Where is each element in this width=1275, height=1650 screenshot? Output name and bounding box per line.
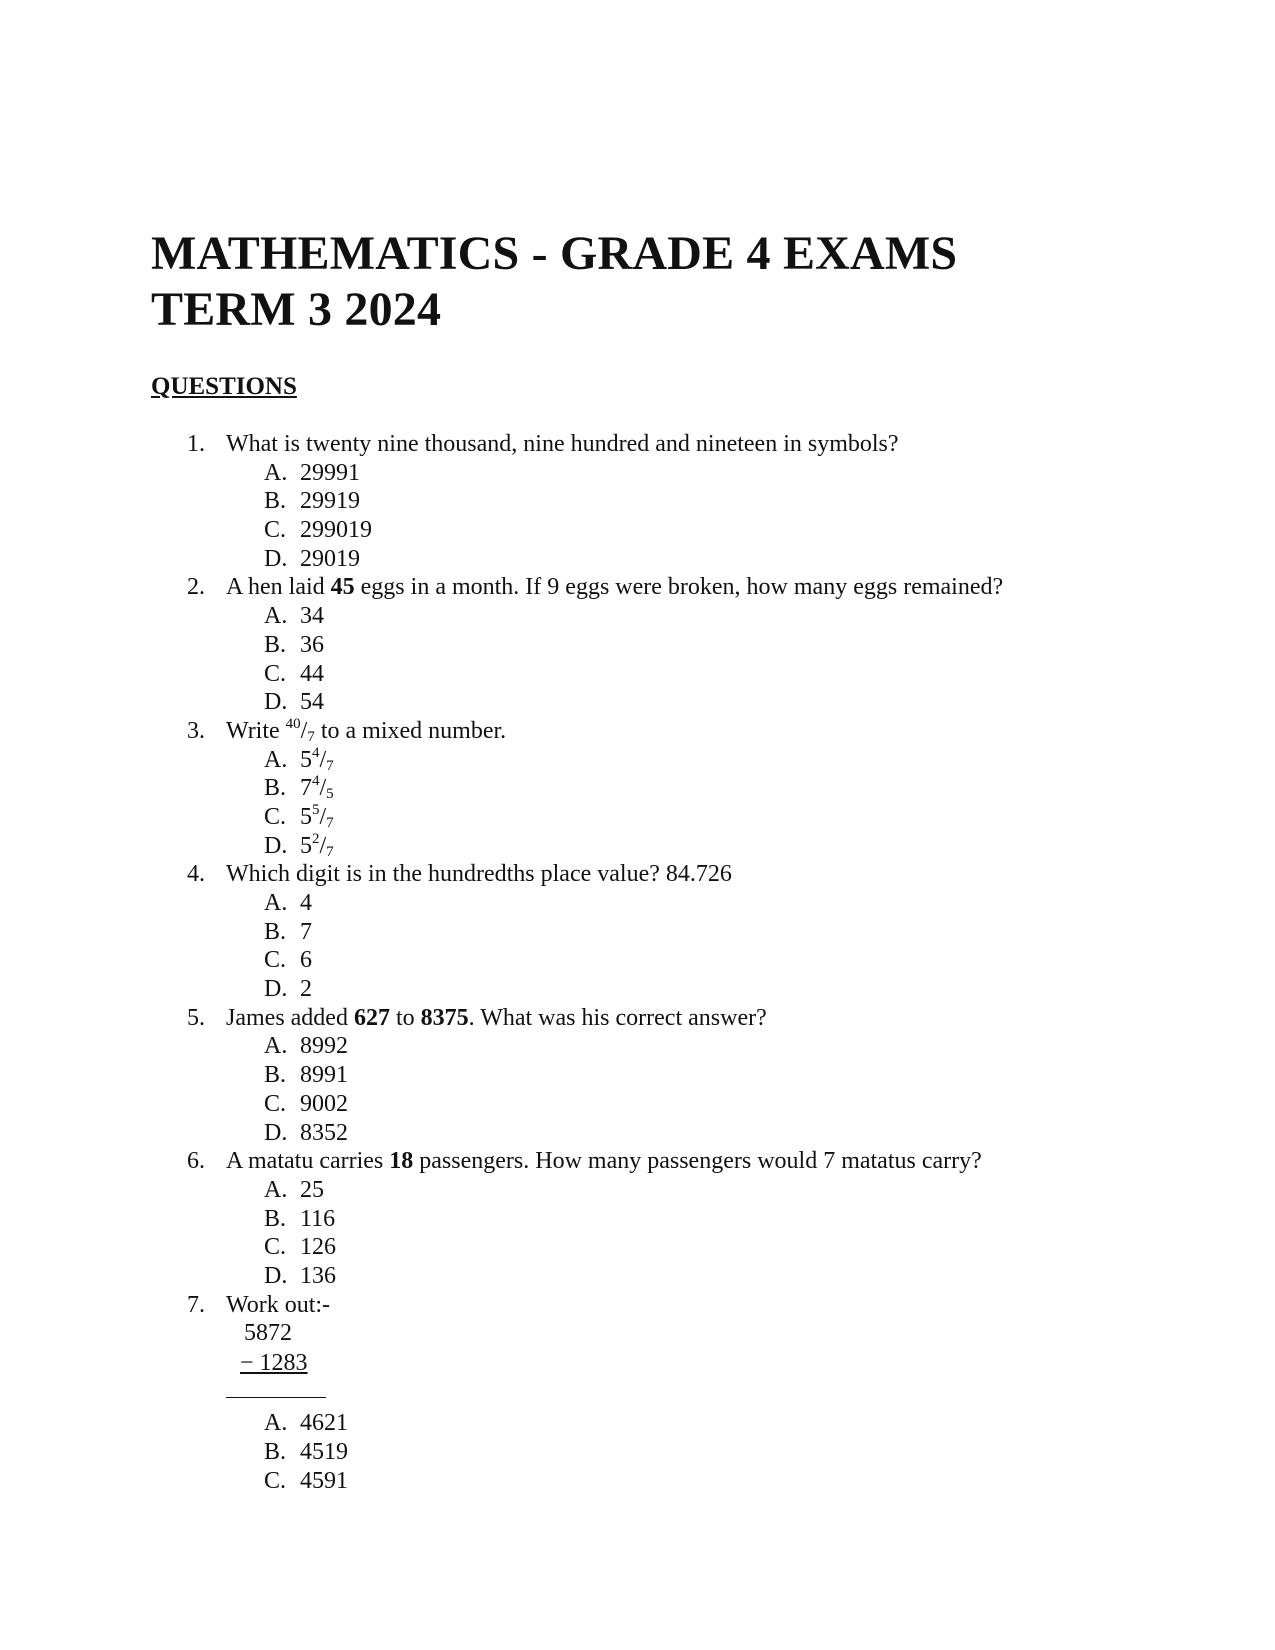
question-number: 1. xyxy=(187,431,205,457)
question-text-part: eggs in a month. If 9 eggs were broken, how many eggs remained? xyxy=(354,574,1004,601)
option-letter: D. xyxy=(264,832,288,859)
option-item xyxy=(0,688,1275,717)
question-3 xyxy=(0,717,1275,746)
section-heading: QUESTIONS xyxy=(151,373,297,400)
question-text xyxy=(226,717,506,746)
option-value: 7 xyxy=(300,918,312,945)
option-letter: C. xyxy=(264,1234,287,1261)
option-letter: B. xyxy=(264,775,287,802)
question-4 xyxy=(0,860,1275,889)
option-item xyxy=(0,832,1275,861)
question-text-part: A matatu carries xyxy=(226,1148,390,1175)
option-value: 9002 xyxy=(300,1090,348,1117)
option-item xyxy=(0,1467,1275,1496)
option-item xyxy=(0,660,1275,689)
question-number: 4. xyxy=(187,861,205,888)
option-value: 4591 xyxy=(300,1467,348,1494)
question-number: 2. xyxy=(187,574,205,601)
question-7 xyxy=(0,1291,1275,1320)
option-value: 4519 xyxy=(300,1439,348,1465)
option-item xyxy=(0,1090,1275,1119)
question-text xyxy=(226,1147,982,1176)
bold-number: 8375 xyxy=(420,1004,469,1031)
fraction-denominator: 7 xyxy=(326,843,334,860)
question-text-part: Write xyxy=(226,717,286,744)
question-text-part: passengers. How many passengers would 7 matatus carry? xyxy=(413,1148,982,1175)
option-item xyxy=(0,1119,1275,1148)
option-letter: C. xyxy=(264,947,287,974)
question-text-part: . What was his correct answer? xyxy=(468,1004,767,1031)
question-2 xyxy=(0,573,1275,602)
question-number: 5. xyxy=(187,1004,205,1031)
option-letter: B. xyxy=(264,918,287,945)
option-letter: C. xyxy=(264,660,287,687)
option-value xyxy=(300,803,334,832)
option-letter: D. xyxy=(264,545,288,572)
title-line-2: TERM 3 2024 xyxy=(151,283,442,336)
option-value: 44 xyxy=(300,660,324,687)
fraction-denominator: 5 xyxy=(326,786,334,803)
option-value: 29991 xyxy=(300,459,360,486)
option-letter: A. xyxy=(264,890,288,916)
option-letter: A. xyxy=(264,1176,288,1203)
option-value: 4621 xyxy=(300,1410,348,1437)
option-letter: C. xyxy=(264,1467,287,1494)
option-letter: B. xyxy=(264,488,287,515)
option-value: 299019 xyxy=(300,517,372,544)
calculation-subtrahend-text: − 1283 xyxy=(240,1350,308,1377)
option-item xyxy=(0,1032,1275,1061)
title-line-1: MATHEMATICS - GRADE 4 EXAMS xyxy=(151,227,958,280)
fraction-slash: / xyxy=(300,717,308,744)
option-item xyxy=(0,1409,1275,1438)
fraction-denominator: 7 xyxy=(307,728,315,745)
option-letter: D. xyxy=(264,1119,288,1146)
calculation-answer-row xyxy=(0,1379,1275,1409)
mixed-whole: 7 xyxy=(300,775,312,802)
question-text-part: to xyxy=(389,1004,421,1031)
fraction-numerator: 2 xyxy=(312,830,320,847)
option-item xyxy=(0,774,1275,803)
calculation-top-row xyxy=(0,1319,1275,1349)
option-item xyxy=(0,889,1275,918)
option-item xyxy=(0,459,1275,488)
calculation-subtrahend xyxy=(240,1349,332,1378)
page-title xyxy=(151,226,957,338)
question-list xyxy=(0,430,1275,1495)
calculation-minuend: 5872 xyxy=(244,1320,292,1347)
option-item xyxy=(0,946,1275,975)
fraction-denominator: 7 xyxy=(326,757,334,774)
fraction-slash: / xyxy=(319,746,327,773)
option-item xyxy=(0,918,1275,947)
option-value xyxy=(300,832,334,861)
question-text: What is twenty nine thousand, nine hundred and nineteen in symbols? xyxy=(226,431,899,457)
fraction-denominator: 7 xyxy=(326,814,334,831)
option-item xyxy=(0,545,1275,574)
option-item xyxy=(0,1233,1275,1262)
option-value: 25 xyxy=(300,1176,324,1203)
option-item xyxy=(0,1176,1275,1205)
option-value: 6 xyxy=(300,947,312,974)
question-text-part: James added xyxy=(226,1004,354,1031)
fraction-numerator: 4 xyxy=(312,773,320,790)
option-item xyxy=(0,803,1275,832)
question-5 xyxy=(0,1004,1275,1033)
option-letter: D. xyxy=(264,976,288,1003)
bold-number: 627 xyxy=(353,1004,390,1031)
fraction-slash: / xyxy=(319,775,327,802)
mixed-whole: 5 xyxy=(300,746,312,773)
option-letter: B. xyxy=(264,1205,287,1232)
fraction-numerator: 5 xyxy=(312,801,320,818)
fraction-slash: / xyxy=(319,832,327,859)
option-value: 116 xyxy=(300,1205,336,1232)
option-item xyxy=(0,1438,1275,1467)
option-value: 8352 xyxy=(300,1119,348,1146)
question-6 xyxy=(0,1147,1275,1176)
option-letter: B. xyxy=(264,1439,287,1465)
question-1 xyxy=(0,430,1275,459)
option-value: 54 xyxy=(300,689,324,716)
option-value: 4 xyxy=(300,890,312,916)
option-value: 8991 xyxy=(300,1062,348,1089)
question-number: 6. xyxy=(187,1148,205,1175)
option-letter: A. xyxy=(264,1033,288,1060)
fraction-slash: / xyxy=(319,803,327,830)
option-letter: C. xyxy=(264,1090,287,1117)
option-item xyxy=(0,1262,1275,1291)
fraction-numerator: 40 xyxy=(285,715,301,732)
option-item xyxy=(0,1061,1275,1090)
question-text xyxy=(226,1004,767,1033)
option-value: 36 xyxy=(300,631,324,658)
option-item xyxy=(0,975,1275,1004)
option-value: 34 xyxy=(300,603,324,630)
option-item xyxy=(0,602,1275,631)
option-value: 2 xyxy=(300,976,312,1003)
bold-number: 45 xyxy=(330,574,355,601)
calculation-subtract-row xyxy=(0,1349,1275,1379)
question-text xyxy=(226,573,1003,602)
option-letter: C. xyxy=(264,803,287,830)
option-item xyxy=(0,516,1275,545)
option-letter: A. xyxy=(264,603,288,630)
mixed-whole: 5 xyxy=(300,803,312,830)
option-item xyxy=(0,1205,1275,1234)
bold-number: 18 xyxy=(389,1148,414,1175)
question-number: 3. xyxy=(187,717,205,744)
option-letter: C. xyxy=(264,517,287,544)
answer-line xyxy=(226,1397,326,1398)
option-letter: B. xyxy=(264,1062,287,1089)
option-value: 126 xyxy=(300,1234,336,1261)
option-item xyxy=(0,487,1275,516)
mixed-whole: 5 xyxy=(300,832,312,859)
option-value xyxy=(300,774,334,803)
option-letter: A. xyxy=(264,1410,288,1437)
question-number: 7. xyxy=(187,1291,205,1318)
option-letter: B. xyxy=(264,631,287,658)
option-item xyxy=(0,631,1275,660)
option-letter: A. xyxy=(264,746,288,773)
option-letter: A. xyxy=(264,459,288,486)
question-text: Which digit is in the hundredths place value? 84.726 xyxy=(226,861,732,888)
option-value: 29919 xyxy=(300,488,360,515)
question-text: Work out:- xyxy=(226,1291,331,1318)
question-text-part: to a mixed number. xyxy=(314,717,507,744)
option-value: 29019 xyxy=(300,545,360,572)
fraction-numerator: 4 xyxy=(312,744,320,761)
question-text-part: A hen laid xyxy=(226,574,331,601)
option-value: 136 xyxy=(300,1262,336,1289)
option-value: 8992 xyxy=(300,1033,348,1060)
option-letter: D. xyxy=(264,1262,288,1289)
option-value xyxy=(300,746,334,775)
option-letter: D. xyxy=(264,689,288,716)
option-item xyxy=(0,746,1275,775)
